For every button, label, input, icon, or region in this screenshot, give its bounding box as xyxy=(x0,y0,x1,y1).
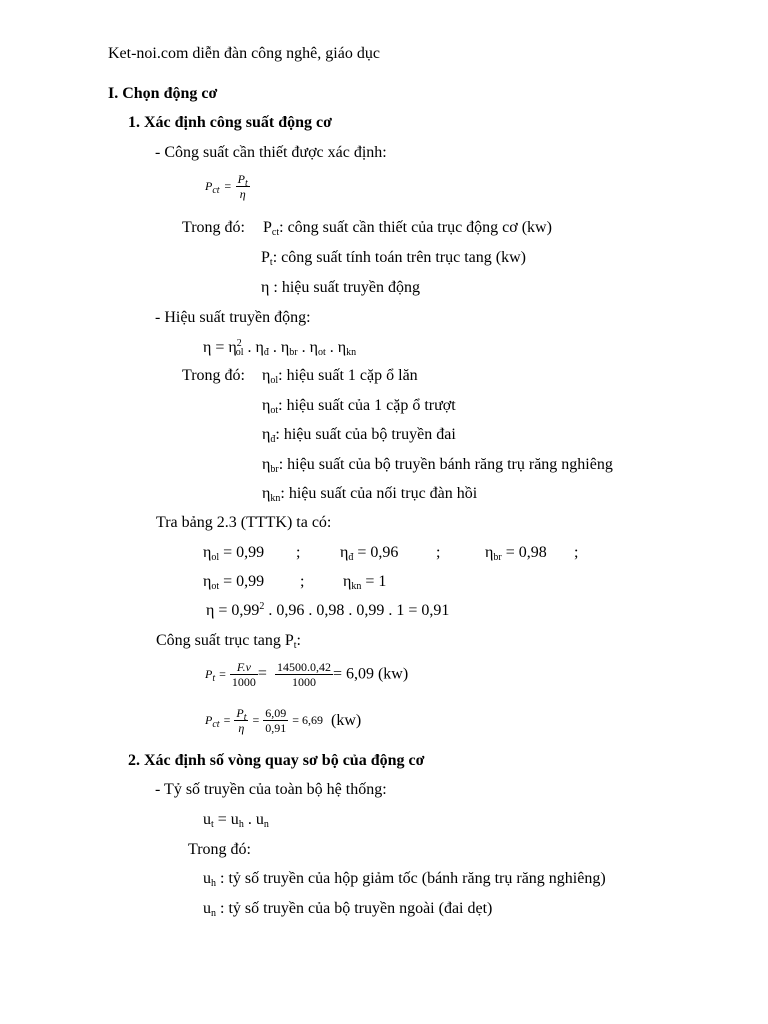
equation-pct-value: $P_{ct}$ = $\frac{P_t}{\eta}$ = $\frac{6,09}{0,91}$ = 6,69 (kw) xyxy=(205,706,362,735)
bullet-ratio: - Tỷ số truyền của toàn bộ hệ thống: xyxy=(155,781,387,798)
sep: ; xyxy=(300,573,305,590)
section-title: I. Chọn động cơ xyxy=(108,85,218,102)
bullet-efficiency: - Hiệu suất truyền động: xyxy=(155,309,311,326)
eta-def-ol: $\eta_{ol}$: hiệu suất 1 cặp ổ lăn xyxy=(262,367,418,386)
site-header: Ket-noi.com diễn đàn công nghê, giáo dục xyxy=(108,45,380,62)
eta-def-ot: $\eta_{ot}$: hiệu suất của 1 cặp ổ trượt xyxy=(262,397,456,416)
ratio-def-h: $u_h$ : tỷ số truyền của hộp giảm tốc (bánh răng trụ răng nghiêng) xyxy=(203,870,606,889)
def-eta: η : hiệu suất truyền động xyxy=(261,279,421,296)
efficiency-formula: $\eta = \eta^2_{ol}$ . $\eta_đ$ . $\eta_{br}$ . $\eta_{ot}$ . $\eta_{kn}$ xyxy=(203,338,357,358)
eta-result: $\eta = 0,99^2$ . 0,96 . 0,98 . 0,99 . 1 = 0,91 xyxy=(206,601,450,619)
where-label-1: Trong đó: xyxy=(182,219,245,236)
value-eta-br: $\eta_{br} = 0,98$ xyxy=(485,544,547,563)
eta-def-kn: $\eta_{kn}$: hiệu suất của nối trục đàn hồi xyxy=(262,485,478,504)
value-eta-kn: $\eta_{kn} = 1$ xyxy=(343,573,387,592)
eta-def-d: $\eta_đ$: hiệu suất của bộ truyền đai xyxy=(262,426,456,445)
table-reference: Tra bảng 2.3 (TTTK) ta có: xyxy=(156,514,332,531)
subsection-1-title: 1. Xác định công suất động cơ xyxy=(128,114,333,131)
value-eta-ol: $\eta_{ol} = 0,99$ xyxy=(203,544,265,563)
drum-power-label: Công suất trục tang $P_t$: xyxy=(156,632,301,651)
where-label-3: Trong đó: xyxy=(188,841,251,858)
def-pct: $P_{ct}$: công suất cần thiết của trục động cơ (kw) xyxy=(263,219,552,238)
sep: ; xyxy=(296,544,301,561)
where-label-2: Trong đó: xyxy=(182,367,245,384)
value-eta-ot: $\eta_{ot} = 0,99$ xyxy=(203,573,265,592)
sep: ; xyxy=(436,544,441,561)
subsection-2-title: 2. Xác định số vòng quay sơ bộ của động cơ xyxy=(128,752,425,769)
ratio-def-n: $u_n$ : tỷ số truyền của bộ truyền ngoài (đai dẹt) xyxy=(203,900,493,919)
eta-def-br: $\eta_{br}$: hiệu suất của bộ truyền bánh răng trụ răng nghiêng xyxy=(262,456,613,475)
equation-pct: $P_{ct}$ = $\frac{P_t}{\eta}$ xyxy=(205,172,248,201)
sep: ; xyxy=(574,544,579,561)
value-eta-d: $\eta_đ = 0,96$ xyxy=(340,544,399,563)
def-pt: $P_t$: công suất tính toán trên trục tang (kw) xyxy=(261,249,526,268)
ratio-formula: $u_t = u_h$ . $u_n$ xyxy=(203,811,269,830)
bullet-required-power: - Công suất cần thiết được xác định: xyxy=(155,144,387,161)
equation-pt: $P_t$ = $\frac{F.v}{1000}$ = $\frac{14500.0,42}{1000}$ = 6,09 (kw) xyxy=(205,660,409,689)
